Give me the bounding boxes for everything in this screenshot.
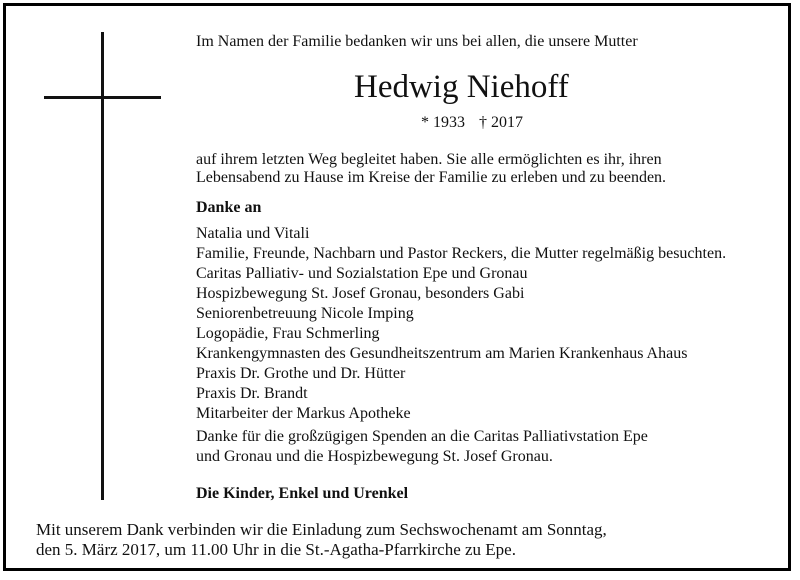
death-year: † 2017 <box>479 114 523 131</box>
life-dates <box>421 113 523 133</box>
thanks-item: Caritas Palliativ- und Sozialstation Epe und Gronau <box>196 265 528 282</box>
body-line-2: Lebensabend zu Hause im Kreise der Familie zu erleben und zu beenden. <box>196 169 667 186</box>
birth-year: * 1933 <box>421 114 465 131</box>
thanks-item: Hospizbewegung St. Josef Gronau, besonders Gabi <box>196 285 525 302</box>
thanks-item: Praxis Dr. Grothe und Dr. Hütter <box>196 365 406 382</box>
thanks-item: Seniorenbetreuung Nicole Imping <box>196 305 414 322</box>
invitation-line-2: den 5. März 2017, um 11.00 Uhr in die St.-Agatha-Pfarrkirche zu Epe. <box>36 540 516 559</box>
thanks-item: Krankengymnasten des Gesundheitszentrum am Marien Krankenhaus Ahaus <box>196 345 688 362</box>
deceased-name: Hedwig Niehoff <box>354 69 569 105</box>
donation-line-1: Danke für die großzügigen Spenden an die Caritas Palliativstation Epe <box>196 428 648 445</box>
donation-line-2: und Gronau und die Hospizbewegung St. Josef Gronau. <box>196 448 553 465</box>
thanks-heading: Danke an <box>196 199 262 216</box>
thanks-item: Mitarbeiter der Markus Apotheke <box>196 405 411 422</box>
cross-horizontal-bar <box>44 96 161 99</box>
invitation-line-1: Mit unserem Dank verbinden wir die Einladung zum Sechswochenamt am Sonntag, <box>36 520 607 539</box>
obituary-notice <box>3 3 791 571</box>
cross-vertical-bar <box>101 32 104 500</box>
intro-text: Im Namen der Familie bedanken wir uns bei allen, die unsere Mutter <box>196 33 638 50</box>
signature: Die Kinder, Enkel und Urenkel <box>196 485 409 502</box>
thanks-item: Natalia und Vitali <box>196 225 310 242</box>
body-line-1: auf ihrem letzten Weg begleitet haben. Sie alle ermöglichten es ihr, ihren <box>196 151 662 168</box>
thanks-item: Logopädie, Frau Schmerling <box>196 325 380 342</box>
thanks-item: Praxis Dr. Brandt <box>196 385 308 402</box>
thanks-item: Familie, Freunde, Nachbarn und Pastor Reckers, die Mutter regelmäßig besuchten. <box>196 245 727 262</box>
